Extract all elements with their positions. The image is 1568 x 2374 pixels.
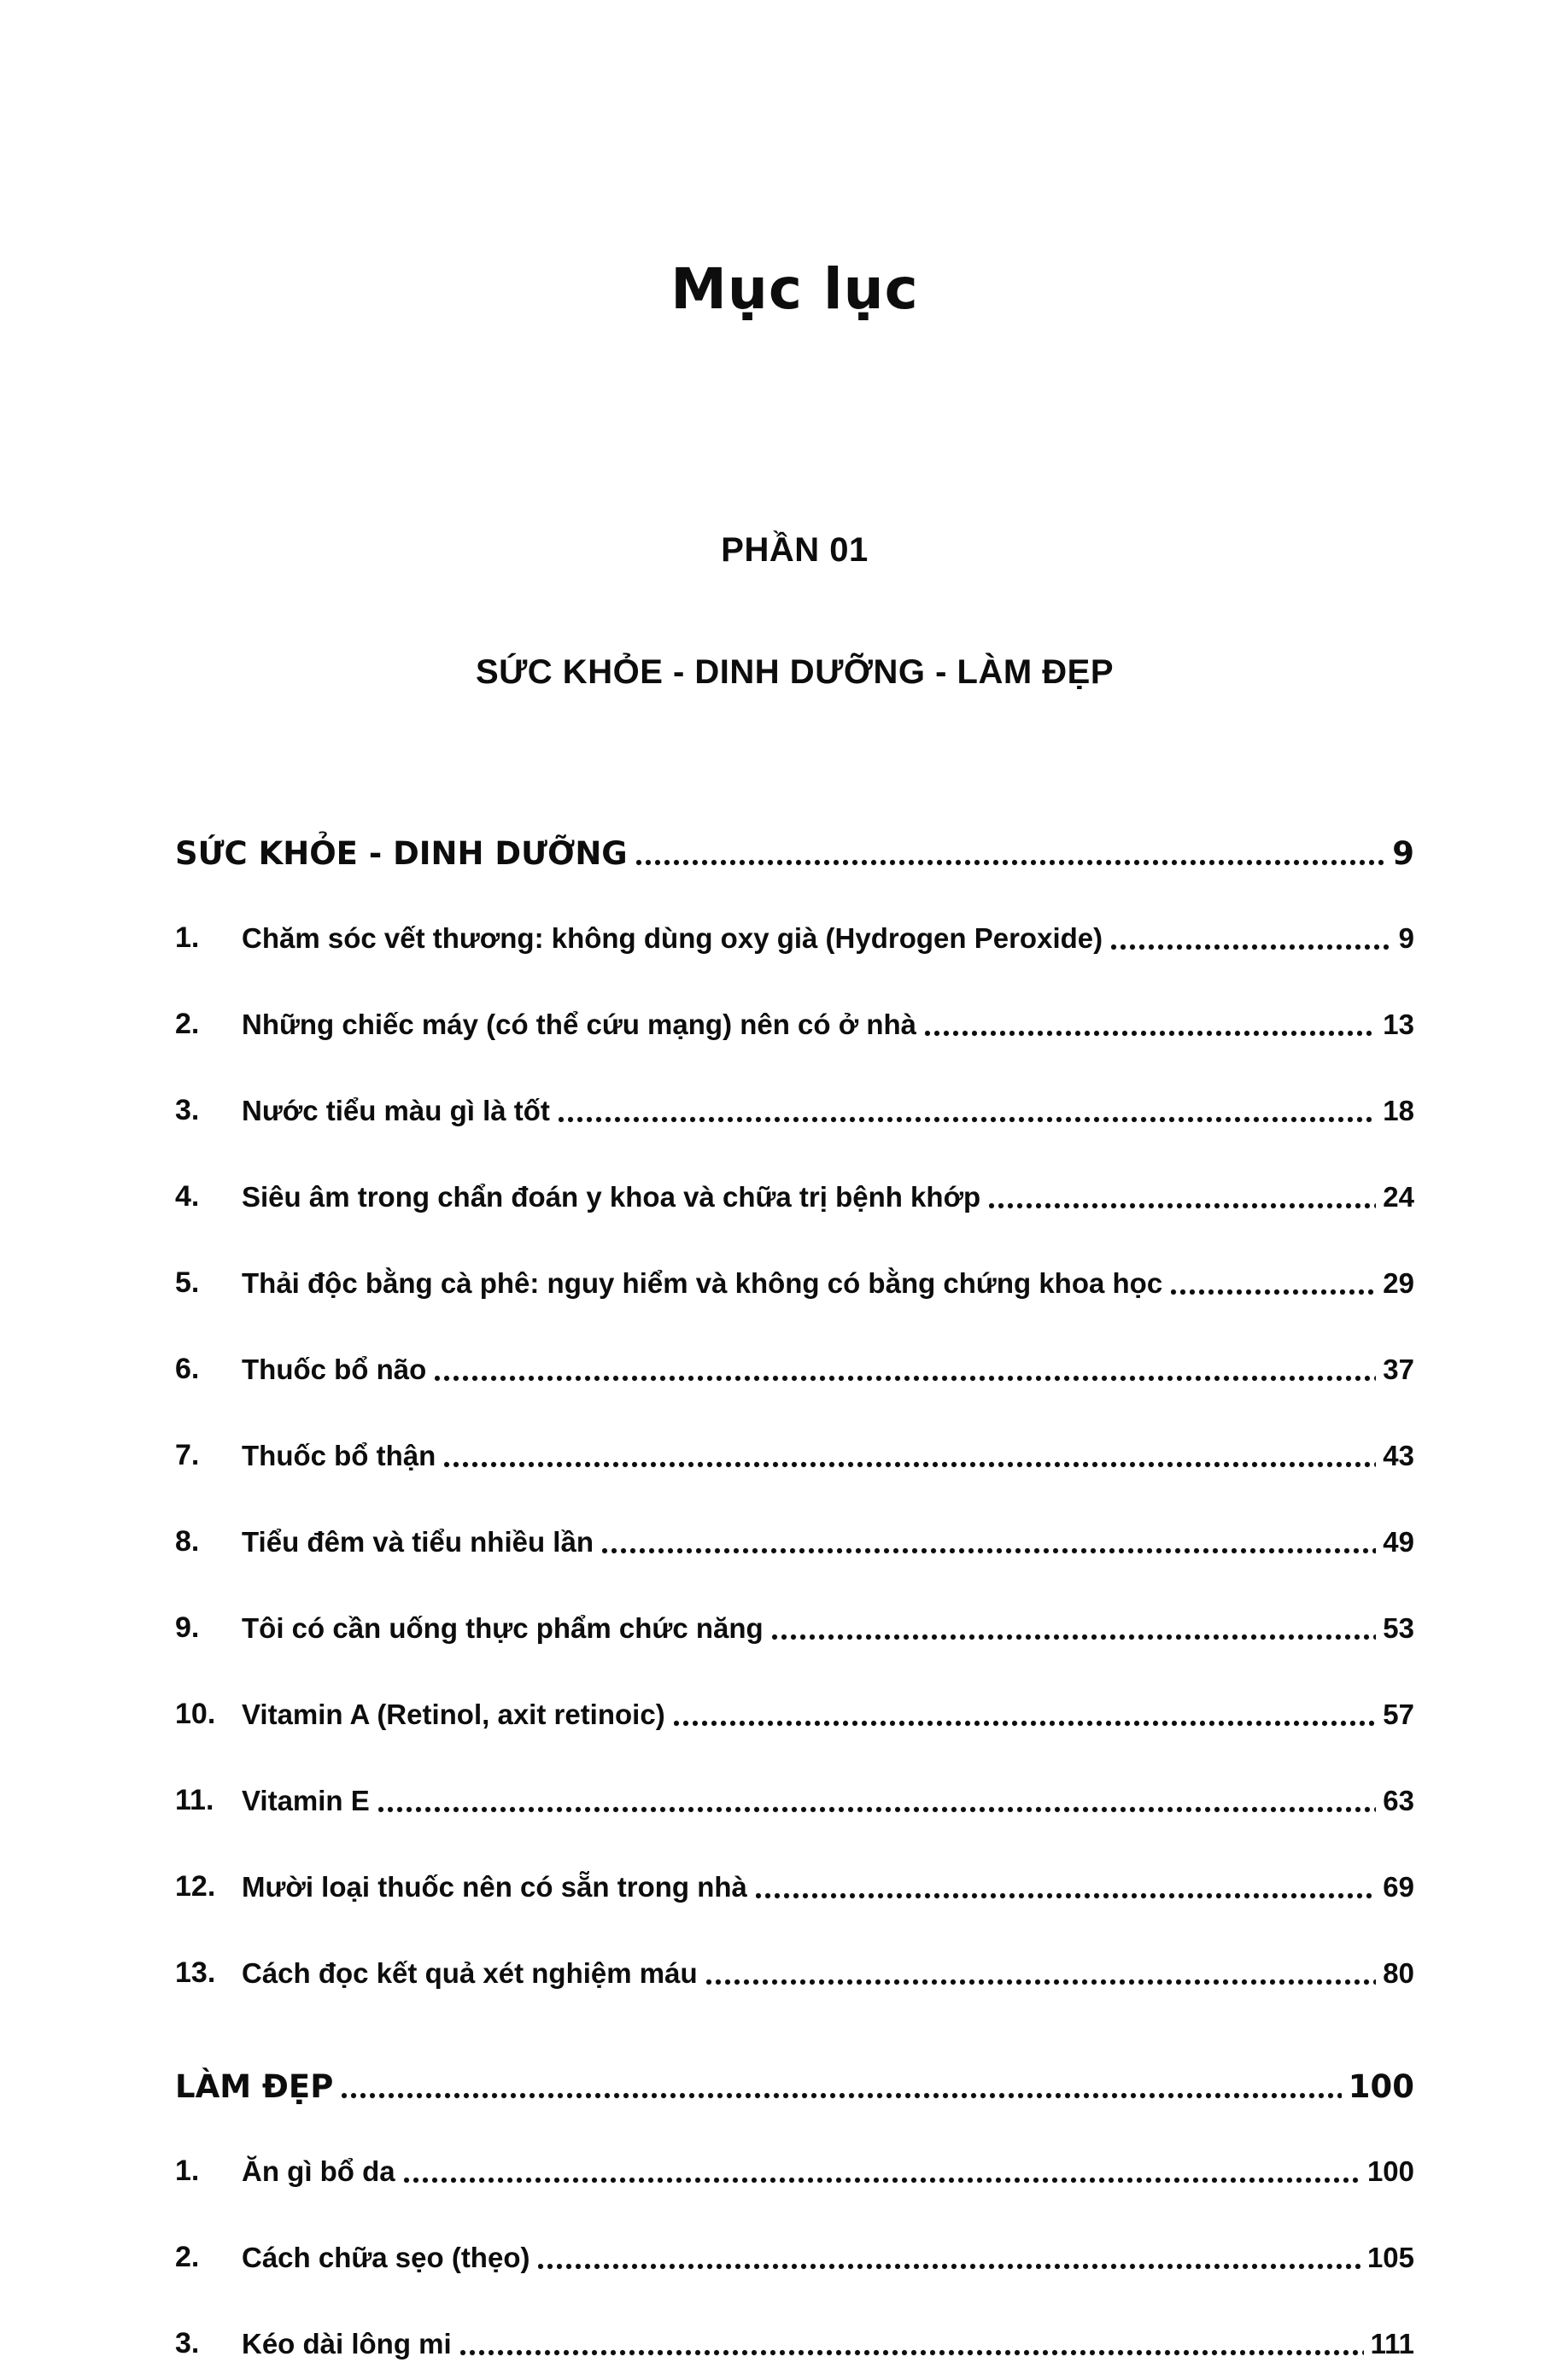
entry-number: 1. bbox=[175, 2155, 200, 2187]
dots-leader bbox=[1111, 944, 1392, 950]
part-label: PHẦN 01 bbox=[721, 531, 869, 569]
entry-number: 10. bbox=[175, 1698, 216, 1730]
entry-title: Kéo dài lông mi bbox=[242, 2328, 452, 2359]
entry-page-number: 80 bbox=[1383, 1957, 1414, 1989]
dots-leader bbox=[460, 2349, 1364, 2356]
dots-leader bbox=[674, 1720, 1377, 1727]
entry-page-number: 105 bbox=[1366, 2242, 1414, 2273]
entry-number: 2. bbox=[175, 1008, 200, 1040]
entry-title: Tôi có cần uống thực phẩm chức năng bbox=[242, 1612, 764, 1644]
entry-page-number: 111 bbox=[1370, 2328, 1414, 2359]
dots-leader bbox=[602, 1547, 1376, 1554]
toc-entry bbox=[175, 1439, 1414, 1472]
toc-entry bbox=[175, 1008, 1414, 1041]
section-header-row bbox=[175, 835, 1414, 872]
dots-leader bbox=[925, 1030, 1376, 1037]
section-title: SỨC KHỎE - DINH DƯỠNG bbox=[175, 835, 628, 872]
toc-entry bbox=[175, 1180, 1414, 1213]
entry-title: Vitamin A (Retinol, axit retinoic) bbox=[242, 1699, 665, 1730]
entry-title: Ăn gì bổ da bbox=[242, 2155, 395, 2187]
toc-entry bbox=[175, 2327, 1414, 2360]
entry-title: Mười loại thuốc nên có sẵn trong nhà bbox=[242, 1871, 747, 1903]
toc-entry bbox=[175, 2241, 1414, 2274]
entry-page-number: 29 bbox=[1383, 1267, 1414, 1299]
dots-leader bbox=[1171, 1289, 1376, 1295]
toc-entry bbox=[175, 1094, 1414, 1127]
toc-section bbox=[175, 835, 1414, 1990]
dots-leader bbox=[989, 1202, 1376, 1209]
toc-section bbox=[175, 2068, 1414, 2360]
entry-number: 11. bbox=[175, 1784, 214, 1816]
entry-number: 3. bbox=[175, 1094, 200, 1126]
entry-number: 1. bbox=[175, 921, 200, 954]
dots-leader bbox=[342, 2092, 1341, 2099]
toc-entry bbox=[175, 1266, 1414, 1300]
toc-sections bbox=[175, 835, 1414, 2360]
dots-leader bbox=[444, 1461, 1376, 1468]
dots-leader bbox=[559, 1116, 1376, 1123]
toc-entry bbox=[175, 1870, 1414, 1903]
entry-title: Nước tiểu màu gì là tốt bbox=[242, 1095, 550, 1126]
entry-number: 6. bbox=[175, 1353, 200, 1385]
entry-title: Cách đọc kết quả xét nghiệm máu bbox=[242, 1957, 698, 1989]
toc-entry bbox=[175, 1611, 1414, 1645]
entry-number: 2. bbox=[175, 2241, 200, 2273]
toc-entry bbox=[175, 1698, 1414, 1731]
dots-leader bbox=[538, 2263, 1360, 2270]
entry-page-number: 18 bbox=[1383, 1095, 1414, 1126]
entry-title: Thuốc bổ thận bbox=[242, 1440, 436, 1471]
toc-entry bbox=[175, 1353, 1414, 1386]
entry-number: 4. bbox=[175, 1180, 200, 1213]
entry-page-number: 13 bbox=[1383, 1009, 1414, 1040]
entry-number: 3. bbox=[175, 2327, 200, 2359]
entry-number: 12. bbox=[175, 1870, 216, 1903]
section-title: LÀM ĐẸP bbox=[175, 2068, 334, 2105]
dots-leader bbox=[404, 2177, 1360, 2184]
entry-page-number: 69 bbox=[1383, 1871, 1414, 1903]
dots-leader bbox=[636, 859, 1386, 866]
toc-entry bbox=[175, 1956, 1414, 1990]
dots-leader bbox=[435, 1375, 1376, 1382]
entry-title: Tiểu đêm và tiểu nhiều lần bbox=[242, 1526, 594, 1558]
part-title: SỨC KHỎE - DINH DƯỠNG - LÀM ĐẸP bbox=[475, 653, 1115, 691]
entry-number: 8. bbox=[175, 1525, 200, 1558]
entry-title: Thuốc bổ não bbox=[242, 1354, 427, 1385]
entry-page-number: 49 bbox=[1383, 1526, 1414, 1558]
entry-number: 13. bbox=[175, 1956, 216, 1989]
entry-page-number: 43 bbox=[1383, 1440, 1414, 1471]
entry-number: 9. bbox=[175, 1611, 200, 1644]
entry-page-number: 9 bbox=[1398, 922, 1414, 954]
entry-title: Siêu âm trong chẩn đoán y khoa và chữa trị bệnh khớp bbox=[242, 1181, 981, 1213]
entry-title: Những chiếc máy (có thể cứu mạng) nên có ở nhà bbox=[242, 1009, 917, 1040]
entry-title: Thải độc bằng cà phê: nguy hiểm và không có bằng chứng khoa học bbox=[242, 1267, 1163, 1299]
toc-entry bbox=[175, 1784, 1414, 1817]
toc-entry bbox=[175, 921, 1414, 955]
dots-leader bbox=[378, 1806, 1377, 1813]
entry-page-number: 53 bbox=[1383, 1612, 1414, 1644]
entry-number: 5. bbox=[175, 1266, 200, 1299]
entry-title: Chăm sóc vết thương: không dùng oxy già (Hydrogen Peroxide) bbox=[242, 922, 1103, 954]
entry-page-number: 37 bbox=[1383, 1354, 1414, 1385]
entry-title: Vitamin E bbox=[242, 1785, 370, 1816]
entry-page-number: 24 bbox=[1383, 1181, 1414, 1213]
toc-entry bbox=[175, 1525, 1414, 1558]
dots-leader bbox=[756, 1892, 1376, 1899]
toc-entry bbox=[175, 2155, 1414, 2188]
section-page-number: 100 bbox=[1348, 2068, 1414, 2105]
section-header-row bbox=[175, 2068, 1414, 2105]
dots-leader bbox=[772, 1634, 1377, 1640]
entry-title: Cách chữa sẹo (thẹo) bbox=[242, 2242, 530, 2273]
entry-page-number: 57 bbox=[1383, 1699, 1414, 1730]
entry-page-number: 63 bbox=[1383, 1785, 1414, 1816]
page-title: Mục lục bbox=[670, 256, 919, 322]
section-page-number: 9 bbox=[1392, 835, 1414, 872]
entry-page-number: 100 bbox=[1366, 2155, 1414, 2187]
entry-number: 7. bbox=[175, 1439, 200, 1471]
dots-leader bbox=[706, 1979, 1377, 1985]
